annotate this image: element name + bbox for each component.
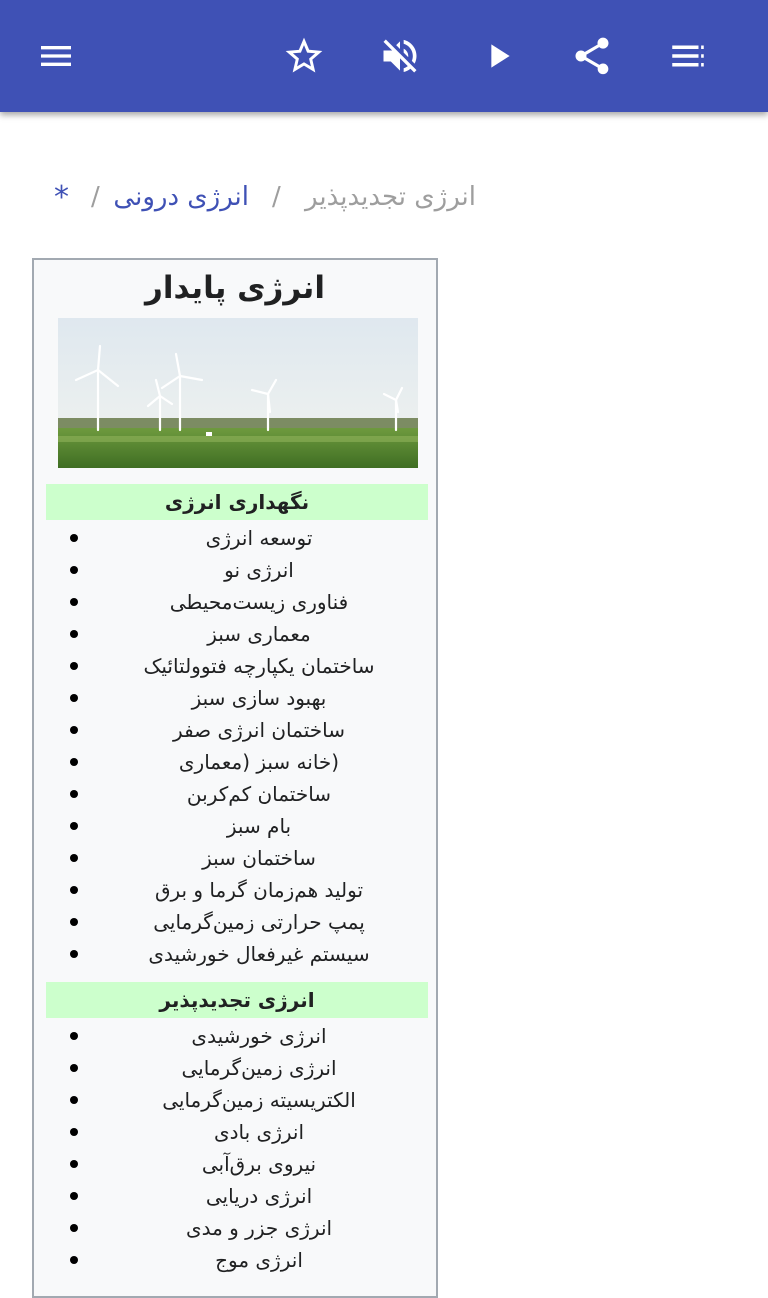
list-item-link[interactable]: (خانه سبز (معماری: [178, 750, 340, 774]
list-item-link[interactable]: فناوری زیست‌محیطی: [169, 590, 349, 614]
list-item[interactable]: [34, 586, 436, 618]
list-item[interactable]: [34, 810, 436, 842]
breadcrumb-link[interactable]: انرژی درونی: [113, 182, 249, 212]
breadcrumb: [0, 182, 768, 222]
share-icon[interactable]: [560, 24, 624, 88]
play-icon[interactable]: [466, 24, 530, 88]
list-item-link[interactable]: ساختمان سبز: [202, 846, 316, 870]
list-item[interactable]: [34, 1148, 436, 1180]
section-heading: انرژی تجدیدپذیر: [46, 982, 428, 1018]
list-item[interactable]: [34, 1084, 436, 1116]
list-item-link[interactable]: ساختمان انرژی صفر: [173, 718, 345, 742]
list-item[interactable]: [34, 906, 436, 938]
bullet-icon: [70, 758, 78, 766]
bullet-icon: [70, 822, 78, 830]
bullet-icon: [70, 854, 78, 862]
bullet-icon: [70, 1192, 78, 1200]
bullet-icon: [70, 1128, 78, 1136]
breadcrumb-current: انرژی تجدیدپذیر: [305, 182, 476, 212]
star-outline-icon[interactable]: [272, 24, 336, 88]
list-item[interactable]: [34, 522, 436, 554]
bullet-icon: [70, 662, 78, 670]
list-item-link[interactable]: معماری سبز: [207, 622, 311, 646]
bullet-icon: [70, 1032, 78, 1040]
list-item-link[interactable]: بام سبز: [226, 814, 292, 838]
breadcrumb-separator: /: [272, 182, 281, 212]
bullet-icon: [70, 1160, 78, 1168]
breadcrumb-separator: /: [91, 182, 100, 212]
list-item[interactable]: [34, 618, 436, 650]
list-item[interactable]: [34, 1244, 436, 1276]
list-item-link[interactable]: ساختمان کم‌کربن: [186, 782, 332, 806]
list-item[interactable]: [34, 1116, 436, 1148]
bullet-icon: [70, 918, 78, 926]
menu-icon[interactable]: [24, 24, 88, 88]
bullet-icon: [70, 694, 78, 702]
bullet-icon: [70, 630, 78, 638]
list-item-link[interactable]: انرژی نو: [224, 558, 294, 582]
bullet-icon: [70, 566, 78, 574]
volume-off-icon[interactable]: [368, 24, 432, 88]
bullet-icon: [70, 886, 78, 894]
list-item[interactable]: [34, 1052, 436, 1084]
list-item-link[interactable]: بهبود سازی سبز: [191, 686, 327, 710]
list-item-link[interactable]: الکتریسیته زمین‌گرمایی: [162, 1088, 356, 1112]
list-item-link[interactable]: توسعه انرژی: [205, 526, 313, 550]
breadcrumb-home-star[interactable]: *: [54, 180, 69, 215]
list-item[interactable]: [34, 874, 436, 906]
wind-turbines-photo: [58, 318, 418, 468]
list-item[interactable]: [34, 554, 436, 586]
list-item[interactable]: [34, 1212, 436, 1244]
list-item-link[interactable]: انرژی زمین‌گرمایی: [181, 1056, 337, 1080]
list-item-link[interactable]: تولید هم‌زمان گرما و برق: [154, 878, 364, 902]
list-item[interactable]: [34, 1180, 436, 1212]
list-item-link[interactable]: انرژی جزر و مدی: [185, 1216, 333, 1240]
list-item-link[interactable]: ساختمان یکپارچه فتوولتائیک: [143, 654, 375, 678]
list-item[interactable]: [34, 650, 436, 682]
list-item-link[interactable]: انرژی بادی: [213, 1120, 305, 1144]
list-item[interactable]: [34, 682, 436, 714]
list-item-link[interactable]: انرژی خورشیدی: [191, 1024, 327, 1048]
list-item[interactable]: [34, 746, 436, 778]
infobox: [32, 258, 438, 1298]
section-heading: نگهداری انرژی: [46, 484, 428, 520]
bullet-icon: [70, 1224, 78, 1232]
bullet-icon: [70, 790, 78, 798]
list-item-link[interactable]: انرژی دریایی: [205, 1184, 313, 1208]
app-toolbar: [0, 0, 768, 112]
infobox-title: انرژی پایدار: [145, 270, 325, 306]
list-item[interactable]: [34, 1020, 436, 1052]
list-item[interactable]: [34, 778, 436, 810]
list-item-link[interactable]: انرژی موج: [215, 1248, 303, 1272]
bullet-icon: [70, 1064, 78, 1072]
list-item-link[interactable]: پمپ حرارتی زمین‌گرمایی: [153, 910, 365, 934]
list-item[interactable]: [34, 842, 436, 874]
bullet-icon: [70, 950, 78, 958]
list-item-link[interactable]: سیستم غیرفعال خورشیدی: [148, 942, 370, 966]
bullet-icon: [70, 1096, 78, 1104]
bullet-icon: [70, 598, 78, 606]
bullet-icon: [70, 1256, 78, 1264]
list-item[interactable]: [34, 714, 436, 746]
bullet-icon: [70, 726, 78, 734]
list-item[interactable]: [34, 938, 436, 970]
playlist-icon[interactable]: [656, 24, 720, 88]
bullet-icon: [70, 534, 78, 542]
list-item-link[interactable]: نیروی برق‌آبی: [201, 1152, 317, 1176]
